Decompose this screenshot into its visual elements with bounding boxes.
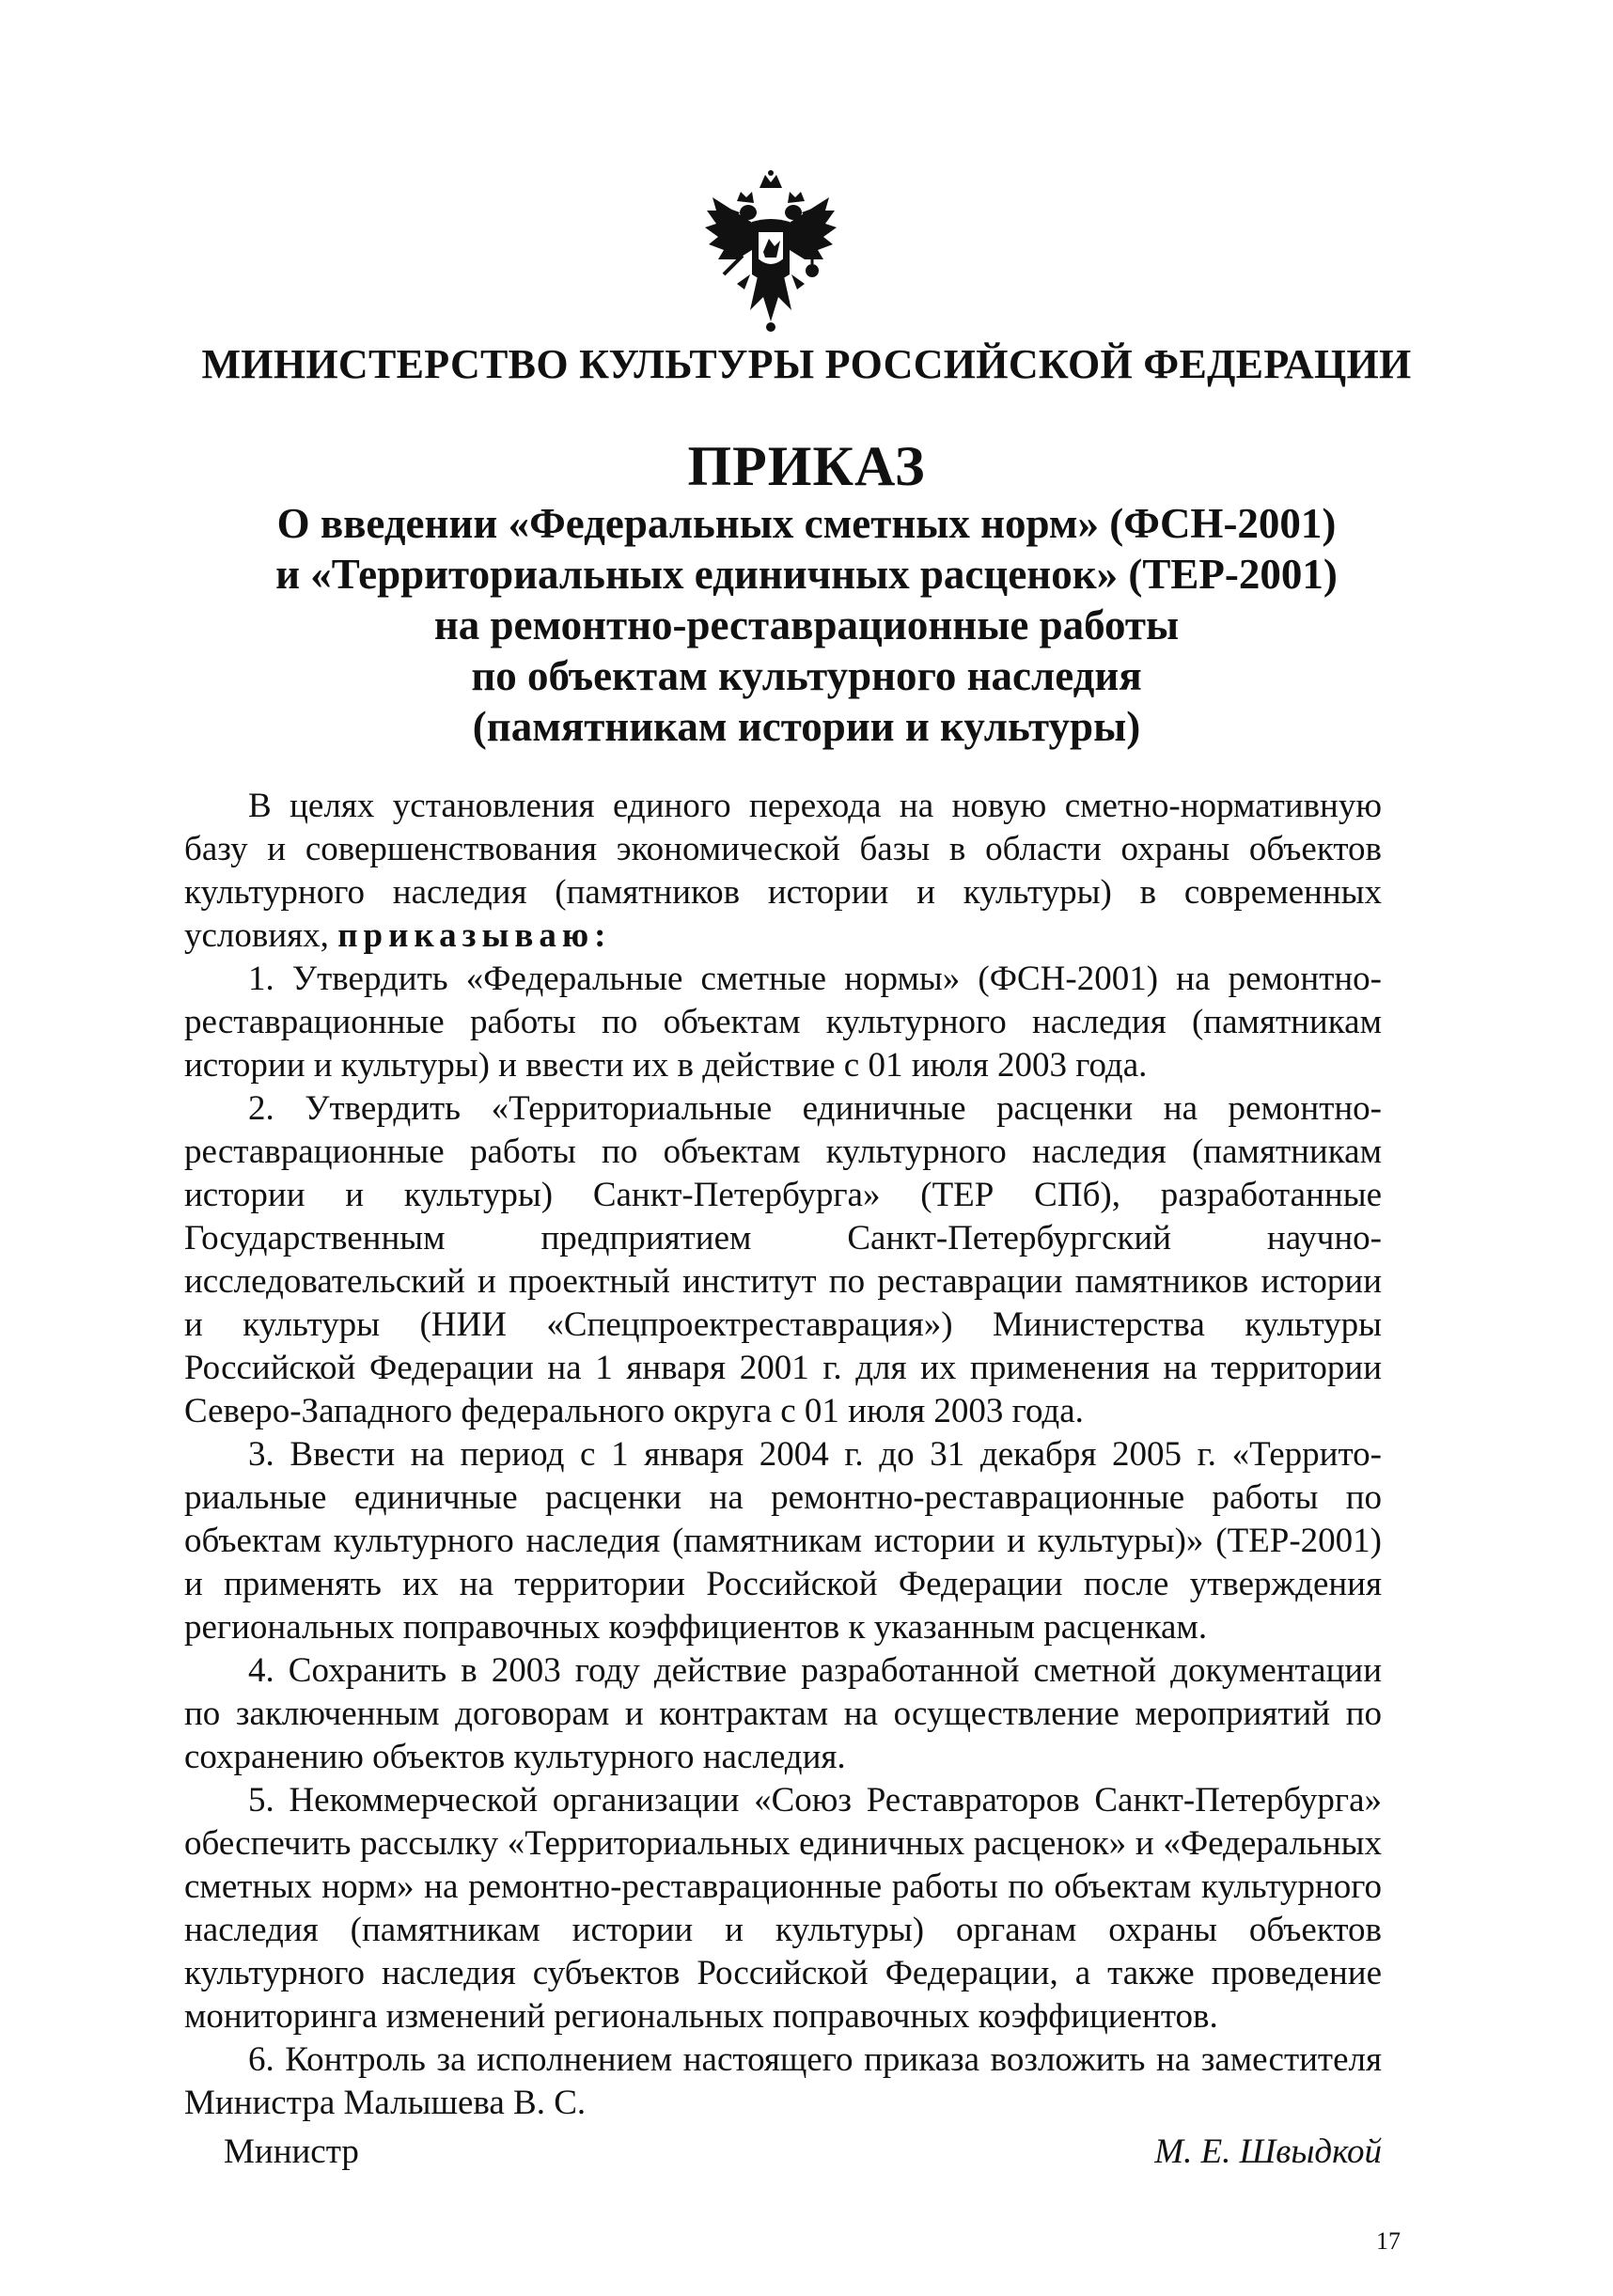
subject-line: на ремонтно-реставрационные работы — [433, 601, 1180, 648]
ministry-name: МИНИСТЕРСТВО КУЛЬТУРЫ РОССИЙСКОЙ ФЕДЕРАЦИИ — [201, 341, 1412, 387]
emblem-graphic — [696, 169, 846, 334]
order-item-1: 1. Утвердить «Федеральные сметные нормы» (ФСН-2001) на ремонтно-реставрационные работы по объектам культурного наследия (памятникам истории и культуры) и ввести их в действие с 01 июля 2003 года. — [184, 960, 1382, 1085]
order-body — [184, 785, 1382, 2125]
order-item-5: 5. Некоммерческой организации «Союз Реставраторов Санкт-Петербурга» обеспечить рассылку «Территориальных единичных расценок» и «Федеральных сметных норм» на ремонтно-реставрационные работы по объектам культурного наследия (памятникам истории и культуры) органам охраны объектов культурного наследия субъектов Российской Федерации, а также проведение мониторинга изменений региональных поправочных коэффициентов. — [184, 1781, 1382, 2036]
subject-line: О введении «Федеральных сметных норм» (ФСН-2001) — [276, 500, 1337, 547]
signature-title: Министр — [224, 2132, 359, 2171]
double-headed-eagle-emblem-icon — [696, 169, 846, 334]
preamble-paragraph — [184, 785, 1382, 958]
subject-line: и «Территориальных единичных расценок» (ТЕР-2001) — [275, 551, 1338, 598]
page-number: 17 — [1376, 2227, 1401, 2255]
order-item-2: 2. Утвердить «Территориальные единичные расценки на ремонтно-реставрационные работы по объектам культурного наследия (памятникам истории и культуры) Санкт-Петербурга» (ТЕР СПб), разработанные Государственным предприятием Санкт-Петербургский научно-исследовательский и проектный институт по реставрации памятников истории и культуры (НИИ «Спецпроектреставрация») Министерства культуры Российской Федерации на 1 января 2001 г. для их применения на территории Северо-Западного федерального округа с 01 июля 2003 года. — [184, 1089, 1382, 1430]
order-item-6: 6. Контроль за исполнением настоящего приказа возложить на заместителя Министра Малышева В. С. — [184, 2040, 1382, 2122]
preamble-text: В целях установления единого перехода на новую сметно-нормативную базу и совершенствования экономической базы в области охраны объектов культурного наследия (памятников истории и культуры) в современных условиях, — [184, 787, 1382, 955]
signature-name: М. Е. Швыдкой — [1154, 2132, 1382, 2171]
order-item-3: 3. Ввести на период с 1 января 2004 г. до 31 декабря 2005 г. «Территориальные единичные расценки на ремонтно-реставрационные работы по объектам культурного наследия (памятникам истории и культуры)» (ТЕР-2001) и применять их на территории Российской Федерации после утверждения региональных поправочных коэффициентов к указанным расценкам. — [184, 1435, 1382, 1647]
subject-line: по объектам культурного наследия — [471, 652, 1142, 699]
document-type-title: ПРИКАЗ — [687, 435, 926, 497]
subject-line: (памятникам истории и культуры) — [472, 703, 1141, 750]
order-item-4: 4. Сохранить в 2003 году действие разработанной сметной документации по заключенным договорам и контрактам на осуществление мероприятий по сохранению объектов культурного наследия. — [184, 1651, 1382, 1776]
order-keyword: приказываю: — [337, 916, 612, 955]
order-subject — [0, 498, 1613, 752]
